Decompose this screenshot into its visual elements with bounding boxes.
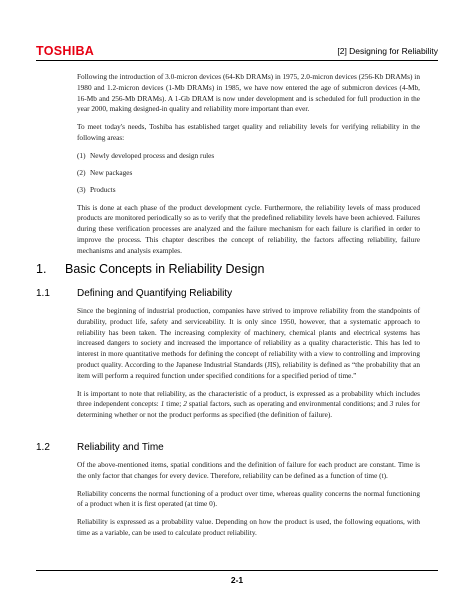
section-1-2-paragraph-2: Reliability concerns the normal functioning of a product over time, whereas quality concerns the normal functioning of a product when it is first operated (at time 0). bbox=[77, 488, 420, 509]
page-header bbox=[36, 42, 438, 61]
list-item-text: Newly developed process and design rules bbox=[90, 150, 215, 160]
section-title: Reliability and Time bbox=[77, 442, 164, 453]
page-footer bbox=[36, 570, 438, 585]
list-item bbox=[77, 151, 420, 162]
list-item-number: (1) bbox=[77, 150, 86, 160]
list-item-number: (2) bbox=[77, 168, 86, 178]
section-1-1-body bbox=[77, 306, 420, 421]
section-number: 1.2 bbox=[36, 442, 50, 453]
section-1-1-paragraph-1: Since the beginning of industrial production, companies have strived to improve reliability from the standpoints of durability, product life, safety and serviceability. It is only since 1950, however, that a systematic approach to reliability has been taken. The increasing complexity of machinery, chemical plants and electrical systems has increased dangers to society and increased the importance of reliability as a quality characteristic. This has led to interest in more quantitative methods for defining the concept of reliability with a view to controlling and improving product quality. According to the Japanese Industrial Standards (JIS), reliability is defined as “the probability that an item will perform a required function under specified conditions for a specified period of time.” bbox=[77, 306, 420, 380]
list-item-number: (3) bbox=[77, 185, 86, 195]
intro-paragraph-3: This is done at each phase of the product development cycle. Furthermore, the reliability levels of mass produced products are monitored periodically so as to verify that the predefined reliability levels have been achieved. Failures during these verification processes are analyzed and the failure mechanism for each failure is clarified in order to improve the process. This chapter describes the concept of reliability, the factors affecting reliability, failure mechanisms and analysis examples. bbox=[77, 202, 420, 255]
list-item bbox=[77, 168, 420, 179]
page-number: 2-1 bbox=[230, 575, 244, 585]
section-title: Defining and Quantifying Reliability bbox=[77, 288, 233, 299]
section-1-1-paragraph-2: It is important to note that reliability, as the characteristic of a product, is expressed as a probability which includes three independent concepts: 1 time; 2 spatial factors, such as operating and environmental conditions; and 3 rules for determining whether or not the product performs as specified (the definition of failure). bbox=[77, 388, 420, 420]
section-1-2-body bbox=[77, 460, 420, 539]
list-item-text: New packages bbox=[90, 168, 133, 178]
intro-paragraph-2: To meet today's needs, Toshiba has established target quality and reliability levels for verifying reliability in the following areas: bbox=[77, 122, 420, 142]
section-title: Basic Concepts in Reliability Design bbox=[65, 262, 265, 276]
section-1-heading bbox=[36, 262, 264, 276]
toshiba-logo: TOSHIBA bbox=[36, 44, 95, 58]
list-item bbox=[77, 185, 420, 196]
list-item-text: Products bbox=[90, 185, 116, 195]
section-1-1-heading bbox=[36, 288, 232, 299]
section-number: 1. bbox=[36, 262, 47, 276]
section-1-2-paragraph-1: Of the above-mentioned items, spatial conditions and the definition of failure for each product are constant. Time is the only factor that changes for every device. Therefore, reliability can be defined as a function of time (t). bbox=[77, 460, 420, 480]
section-1-2-heading bbox=[36, 442, 164, 453]
running-head: [2] Designing for Reliability bbox=[337, 46, 438, 56]
intro-section bbox=[77, 72, 420, 257]
section-1-2-paragraph-3: Reliability is expressed as a probability value. Depending on how the product is used, the following equations, with time as a variable, can be used to calculate product reliability. bbox=[77, 517, 420, 537]
intro-paragraph-1: Following the introduction of 3.0-micron devices (64-Kb DRAMs) in 1975, 2.0-micron devices (256-Kb DRAMs) in 1980 and 1.2-micron devices (1-Mb DRAMs) in 1985, we have now entered the age of submicron devices (4-Mb, 16-Mb and 256-Mb DRAMs). A 1-Gb DRAM is now under development and is scheduled for full production in the year 2000, making designed-in quality and reliability more important than ever. bbox=[77, 72, 420, 114]
section-number: 1.1 bbox=[36, 288, 50, 299]
